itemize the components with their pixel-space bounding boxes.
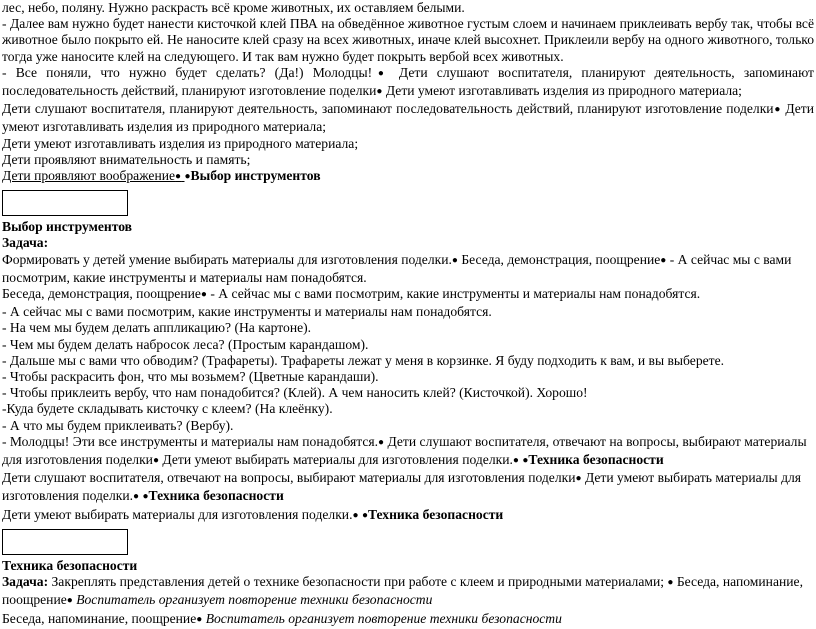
image-placeholder-box bbox=[2, 529, 128, 555]
bullet-icon: ● bbox=[133, 491, 140, 503]
paragraph-imagination bbox=[2, 168, 814, 186]
bullet-icon: ● bbox=[361, 509, 368, 521]
dialogue-line: -Куда будете складывать кисточку с клеем? (На клеёнку). bbox=[2, 401, 333, 417]
paragraph-method: Беседа, демонстрация, поощрение● - А сейчас мы с вами посмотрим, какие инструменты и материалы нам понадобятся. bbox=[2, 286, 701, 302]
paragraph-task-tools: Формировать у детей умение выбирать материалы для изготовления поделки.● Беседа, демонстрация, поощрение● - А сейчас мы с вами посмотрим, какие инструменты и материалы нам понадобятся. bbox=[2, 251, 792, 285]
dialogue-line: - На чем мы будем делать аппликацию? (На картоне). bbox=[2, 320, 312, 336]
image-placeholder-box bbox=[2, 190, 128, 216]
paragraph-tools-final: - Молодцы! Эти все инструменты и материалы нам понадобятся.● Дети слушают воспитателя, отвечают на вопросы, выбирают материалы для изготовления поделки● Дети умеют выбирать материалы для изготовления поделки.● ●Техника безопасности bbox=[2, 433, 807, 468]
bullet-icon: ● bbox=[196, 613, 203, 625]
dialogue-line: - А сейчас мы с вами посмотрим, какие инструменты и материалы нам понадобятся. bbox=[2, 304, 492, 320]
paragraph-children-skill-tools: Дети умеют выбирать материалы для изготовления поделки.● ●Техника безопасности bbox=[2, 506, 504, 522]
paragraph-intro: лес, небо, поляну. Нужно раскрасть всё кроме животных, их оставляем белыми. bbox=[2, 0, 465, 15]
children-activity-text: Дети слушают воспитателя, планируют деятельность, запоминают последовательность действий, планируют изготовление поделки bbox=[2, 101, 774, 117]
task-label: Задача: bbox=[2, 235, 49, 251]
paragraph-attention: Дети проявляют внимательность и память; bbox=[2, 151, 251, 167]
paragraph-summary bbox=[2, 65, 814, 101]
paragraph-method-safety: Беседа, напоминание, поощрение● Воспитатель организует повторение техники безопасности bbox=[2, 610, 562, 626]
section-title-inline: Выбор инструментов bbox=[190, 168, 321, 184]
section-heading-safety: Техника безопасности bbox=[2, 557, 138, 573]
dialogue-line: - Чем мы будем делать набросок леса? (Простым карандашом). bbox=[2, 336, 369, 352]
praise-text: - Все поняли, что нужно будет сделать? (Да!) Молодцы! bbox=[2, 64, 373, 80]
bullet-icon: ● bbox=[372, 67, 390, 79]
bullet-icon: ● bbox=[773, 104, 782, 116]
children-skill-text: Дети умеют изготавливать изделия из природного материала; bbox=[385, 83, 742, 99]
paragraph-glue-instructions: - Далее вам нужно будет нанести кисточкой клей ПВА на обведённое животное густым слоем и начинаем приклеивать вербу так, чтобы всё животное было покрыто ей. Не наносите клей сразу на всех животных, иначе клей высохнет. Приклеили вербу на одного животного, только тогда уже наносите клей на следующего. И так вам нужно будет покрыть вербой всех животных. bbox=[2, 16, 814, 64]
children-skill-text: Дети умеют изготавливать изделия из природного материала; bbox=[2, 101, 815, 135]
bullet-icon: ● bbox=[378, 436, 385, 448]
bullet-icon: ● bbox=[66, 595, 73, 607]
bullet-icon: ● bbox=[575, 473, 582, 485]
paragraph-task-safety: Задача: Закреплять представления детей о технике безопасности при работе с клеем и природными материалами; ● Беседа, напоминание, поощрение● Воспитатель организует повторение техники безопасности bbox=[2, 574, 803, 608]
bullet-icon: ● bbox=[152, 455, 160, 467]
bullet-icon: ● bbox=[451, 254, 458, 266]
imagination-link: Дети проявляют воображение● bbox=[2, 168, 182, 184]
section-heading-tools: Выбор инструментов bbox=[2, 219, 133, 235]
paragraph-children-answers: Дети слушают воспитателя, отвечают на вопросы, выбирают материалы для изготовления поделки● Дети умеют выбирать материалы для изготовления поделки.● ●Техника безопасности bbox=[2, 470, 802, 504]
dialogue-line: - Дальше мы с вами что обводим? (Трафареты). Трафареты лежат у меня в корзинке. Я буду подходить к вам, и вы выберете. bbox=[2, 352, 725, 368]
bullet-icon: ● bbox=[184, 171, 191, 183]
paragraph-children-activity bbox=[2, 101, 814, 135]
bullet-icon: ● bbox=[667, 577, 674, 589]
dialogue-line: - А что мы будем приклеивать? (Вербу). bbox=[2, 417, 234, 433]
bullet-icon: ● bbox=[512, 455, 519, 467]
bullet-icon: ● bbox=[522, 455, 529, 467]
bullet-icon: ● bbox=[200, 289, 207, 301]
bullet-icon: ● bbox=[660, 254, 667, 266]
dialogue-line: - Чтобы раскрасить фон, что мы возьмем? (Цветные карандаши). bbox=[2, 369, 379, 385]
bullet-icon: ● bbox=[352, 509, 359, 521]
bullet-icon: ● bbox=[376, 86, 383, 98]
paragraph-children-skill: Дети умеют изготавливать изделия из природного материала; bbox=[2, 135, 359, 151]
dialogue-line: - Чтобы приклеить вербу, что нам понадобится? (Клей). А чем наносить клей? (Кисточкой). Хорошо! bbox=[2, 385, 588, 401]
bullet-icon: ● bbox=[142, 491, 149, 503]
children-activity-text: Дети слушают воспитателя, планируют деятельность, запоминают последовательность действий, планируют изготовление поделки bbox=[2, 64, 814, 99]
bullet-icon: ● bbox=[175, 171, 182, 183]
